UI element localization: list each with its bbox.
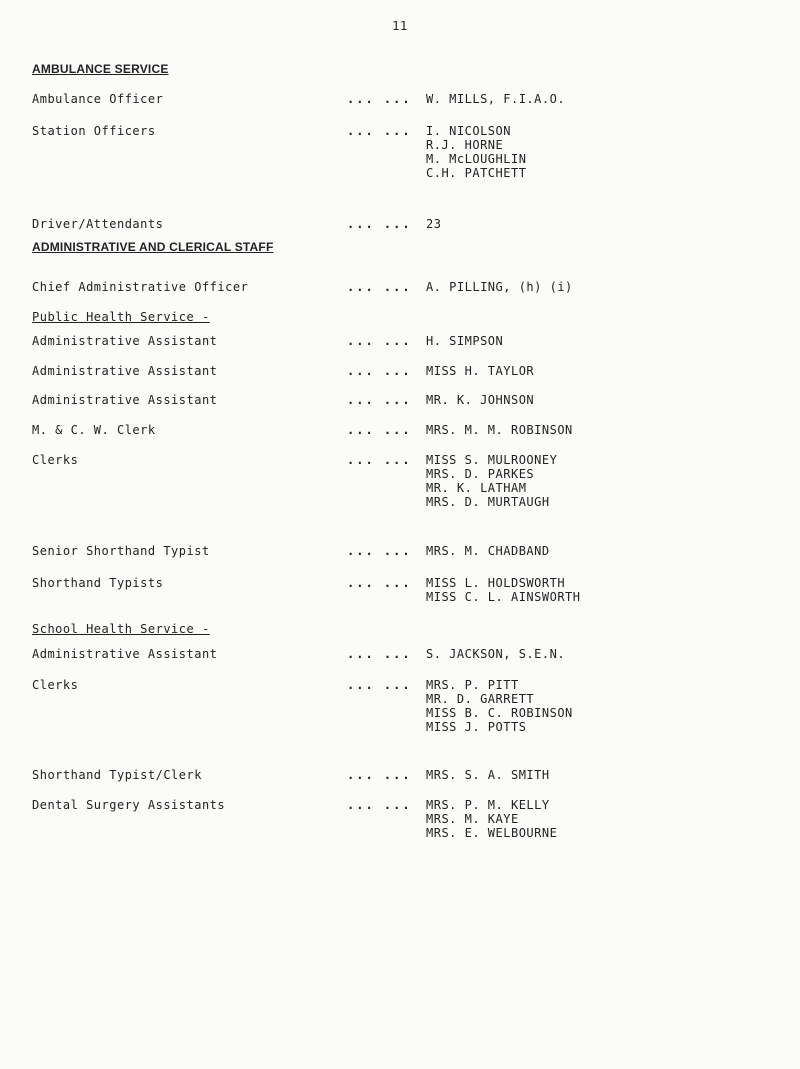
staff-name: H. SIMPSON: [426, 334, 504, 348]
role-label: Clerks: [32, 678, 79, 692]
staff-name: MISS S. MULROONEY: [426, 453, 558, 467]
staff-names: [426, 92, 565, 106]
leader-dots: ... ...: [347, 678, 412, 692]
school-health-heading: School Health Service -: [32, 622, 210, 636]
staff-names: [426, 678, 573, 734]
leader-dots: ... ...: [347, 217, 412, 231]
staff-row: [0, 280, 800, 298]
role-label: Driver/Attendants: [32, 217, 164, 231]
staff-name: 23: [426, 217, 442, 231]
staff-names: [426, 364, 534, 378]
role-label: Administrative Assistant: [32, 647, 218, 661]
staff-names: [426, 393, 534, 407]
role-label: Dental Surgery Assistants: [32, 798, 226, 812]
staff-names: [426, 798, 557, 840]
leader-dots: ... ...: [347, 453, 412, 467]
staff-names: [426, 576, 581, 604]
staff-row: [0, 423, 800, 441]
role-label: Clerks: [32, 453, 79, 467]
leader-dots: ... ...: [347, 393, 412, 407]
staff-row: [0, 678, 800, 734]
staff-row: [0, 544, 800, 562]
staff-row: [0, 768, 800, 786]
role-label: Chief Administrative Officer: [32, 280, 249, 294]
leader-dots: ... ...: [347, 364, 412, 378]
page-number: 11: [392, 19, 408, 33]
role-label: Shorthand Typists: [32, 576, 164, 590]
staff-name: MRS. P. M. KELLY: [426, 798, 550, 812]
staff-name: M. McLOUGHLIN: [426, 152, 527, 166]
staff-name: MISS J. POTTS: [426, 720, 527, 734]
staff-name: A. PILLING, (h) (i): [426, 280, 573, 294]
ambulance-section-title: AMBULANCE SERVICE: [32, 62, 169, 76]
staff-name: MR. D. GARRETT: [426, 692, 535, 706]
staff-names: [426, 453, 557, 509]
staff-name: MR. K. LATHAM: [426, 481, 527, 495]
staff-names: [426, 280, 573, 294]
staff-name: MRS. S. A. SMITH: [426, 768, 550, 782]
staff-name: MISS C. L. AINSWORTH: [426, 590, 581, 604]
role-label: Administrative Assistant: [32, 334, 218, 348]
staff-name: MISS B. C. ROBINSON: [426, 706, 573, 720]
role-label: M. & C. W. Clerk: [32, 423, 156, 437]
staff-name: MRS. D. PARKES: [426, 467, 535, 481]
role-label: Senior Shorthand Typist: [32, 544, 210, 558]
staff-name: MR. K. JOHNSON: [426, 393, 535, 407]
role-label: Ambulance Officer: [32, 92, 164, 106]
staff-name: MISS L. HOLDSWORTH: [426, 576, 566, 590]
staff-row: [0, 334, 800, 352]
staff-row: [0, 217, 800, 235]
role-label: Shorthand Typist/Clerk: [32, 768, 202, 782]
leader-dots: ... ...: [347, 576, 412, 590]
staff-name: MISS H. TAYLOR: [426, 364, 535, 378]
staff-name: MRS. D. MURTAUGH: [426, 495, 550, 509]
role-label: Administrative Assistant: [32, 393, 218, 407]
staff-row: [0, 453, 800, 509]
leader-dots: ... ...: [347, 334, 412, 348]
staff-names: [426, 217, 441, 231]
staff-row: [0, 92, 800, 110]
staff-name: R.J. HORNE: [426, 138, 504, 152]
staff-row: [0, 364, 800, 382]
staff-row: [0, 576, 800, 604]
staff-name: MRS. P. PITT: [426, 678, 519, 692]
staff-name: MRS. M. KAYE: [426, 812, 519, 826]
leader-dots: ... ...: [347, 544, 412, 558]
leader-dots: ... ...: [347, 768, 412, 782]
staff-row: [0, 393, 800, 411]
role-label: Administrative Assistant: [32, 364, 218, 378]
staff-name: C.H. PATCHETT: [426, 166, 527, 180]
role-label: Station Officers: [32, 124, 156, 138]
staff-row: [0, 647, 800, 665]
staff-name: W. MILLS, F.I.A.O.: [426, 92, 566, 106]
staff-names: [426, 647, 565, 661]
staff-names: [426, 334, 503, 348]
staff-names: [426, 544, 550, 558]
leader-dots: ... ...: [347, 647, 412, 661]
staff-name: MRS. M. M. ROBINSON: [426, 423, 573, 437]
admin-section-title: ADMINISTRATIVE AND CLERICAL STAFF: [32, 240, 274, 254]
staff-row: [0, 798, 800, 840]
staff-name: S. JACKSON, S.E.N.: [426, 647, 566, 661]
staff-name: I. NICOLSON: [426, 124, 511, 138]
leader-dots: ... ...: [347, 280, 412, 294]
public-health-heading: Public Health Service -: [32, 310, 210, 324]
leader-dots: ... ...: [347, 92, 412, 106]
leader-dots: ... ...: [347, 124, 412, 138]
staff-names: [426, 423, 573, 437]
staff-name: MRS. M. CHADBAND: [426, 544, 550, 558]
staff-row: [0, 124, 800, 180]
staff-name: MRS. E. WELBOURNE: [426, 826, 558, 840]
leader-dots: ... ...: [347, 423, 412, 437]
staff-names: [426, 768, 550, 782]
leader-dots: ... ...: [347, 798, 412, 812]
staff-names: [426, 124, 526, 180]
